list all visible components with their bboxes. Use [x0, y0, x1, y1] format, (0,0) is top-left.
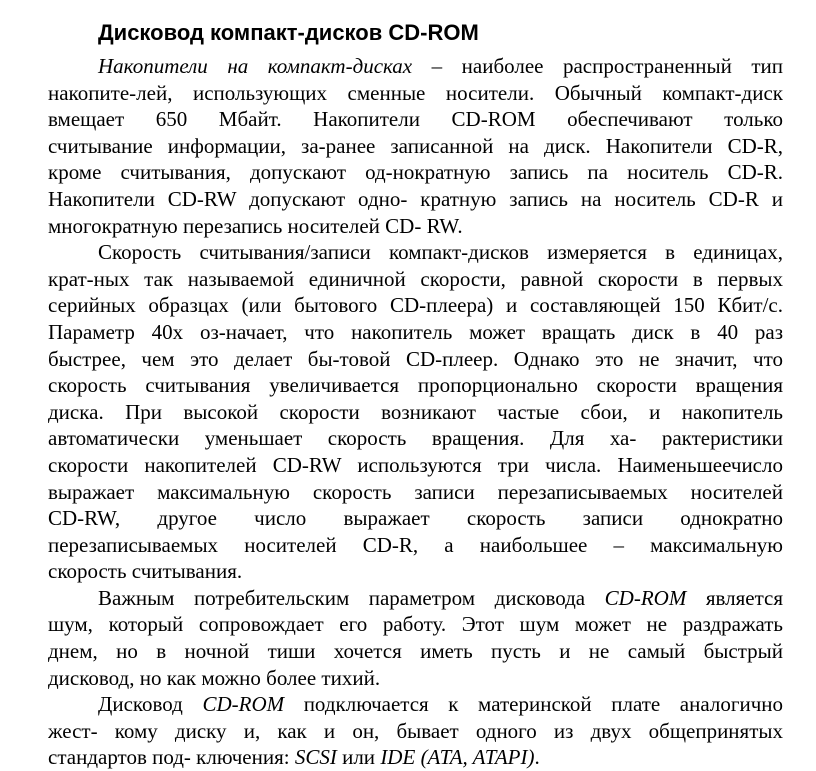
- text-line: [48, 718, 783, 745]
- text-line: [48, 319, 783, 346]
- text-segment: считывание информации, за-ранее записанной на диск. Накопители CD-R,: [48, 133, 783, 158]
- text-segment: вмещает 650 Мбайт. Накопители CD-ROM обеспечивают только: [48, 107, 783, 132]
- text-segment: скорость считывания.: [48, 559, 243, 584]
- text-segment: Накопители CD-RW допускают одно- кратную запись на носитель CD-R и: [48, 186, 783, 211]
- document-title: Дисковод компакт-дисков CD-ROM: [98, 20, 479, 45]
- text-line: [48, 479, 783, 506]
- text-segment: крат-ных так называемой единичной скорости, равной скорости в первых: [48, 266, 783, 291]
- text-line: [48, 292, 783, 319]
- text-segment: скорости накопителей CD-RW используются три числа. Наименьшеечисло: [48, 452, 783, 477]
- text-segment: подключается к материнской плате аналогично: [284, 692, 783, 717]
- text-segment: кроме считывания, допускают од-нократную запись па носитель CD-R.: [48, 160, 783, 185]
- paragraph: [48, 239, 783, 585]
- text-line: [48, 133, 783, 160]
- text-line: [48, 532, 783, 559]
- italic-text-segment: (ATA, ATAPI): [420, 745, 535, 770]
- text-segment: шум, который сопровождает его работу. Этот шум может не раздражать: [48, 612, 783, 637]
- italic-text-segment: CD-ROM: [202, 692, 285, 717]
- text-line: [48, 186, 783, 213]
- text-line: [48, 611, 783, 638]
- text-line: [48, 372, 783, 399]
- text-segment: днем, но в ночной тиши хочется иметь пусть и не самый быстрый: [48, 639, 783, 664]
- text-segment: – наиболее распространенный тип: [412, 54, 783, 78]
- text-segment: CD-RW, другое число выражает скорость записи однократно: [48, 506, 783, 531]
- text-segment: накопите-лей, использующих сменные носители. Обычный компакт-диск: [48, 80, 783, 105]
- text-segment: выражает максимальную скорость записи перезаписываемых носителей: [48, 479, 783, 504]
- text-line: [48, 691, 783, 718]
- text-line: [48, 266, 783, 293]
- text-line: [48, 665, 783, 692]
- text-line: [48, 239, 783, 266]
- text-segment: жест- кому диску и, как и он, бывает одного из двух общепринятых: [48, 718, 783, 743]
- text-line: [48, 53, 783, 80]
- paragraph: [48, 585, 783, 691]
- text-line: [48, 558, 783, 585]
- text-line: [48, 399, 783, 426]
- text-segment: стандартов под- ключения:: [48, 745, 295, 770]
- text-line: [48, 744, 783, 771]
- text-line: [48, 505, 783, 532]
- text-segment: является: [686, 585, 783, 610]
- text-line: [48, 159, 783, 186]
- text-line: [48, 638, 783, 665]
- text-segment: скорость считывания увеличивается пропорционально скорости вращения: [48, 373, 783, 398]
- text-segment: или: [336, 745, 381, 770]
- text-segment: .: [534, 745, 540, 770]
- italic-text-segment: CD-ROM: [604, 585, 687, 610]
- text-segment: многократную перезапись носителей CD- RW.: [48, 213, 463, 238]
- text-line: [48, 80, 783, 107]
- italic-text-segment: IDE: [380, 745, 416, 770]
- text-line: [48, 585, 783, 612]
- text-segment: Дисковод: [98, 692, 203, 717]
- text-segment: Скорость считывания/записи компакт-дисков измеряется в единицах,: [98, 240, 783, 265]
- text-line: [48, 213, 783, 240]
- text-segment: Параметр 40x оз-начает, что накопитель может вращать диск в 40 раз: [48, 319, 783, 344]
- italic-text-segment: Накопители на компакт-дисках: [98, 54, 413, 78]
- text-line: [48, 106, 783, 133]
- text-segment: дисковод, но как можно более тихий.: [48, 665, 381, 690]
- text-line: [48, 425, 783, 452]
- italic-text-segment: SCSI: [294, 745, 337, 770]
- text-line: [48, 346, 783, 373]
- text-line: [48, 452, 783, 479]
- text-segment: диска. При высокой скорости возникают частые сбои, и накопитель: [48, 399, 783, 424]
- document-body: [0, 53, 816, 771]
- paragraph: [48, 691, 783, 771]
- text-segment: серийных образцах (или бытового CD-плеера) и составляющей 150 Кбит/с.: [48, 293, 783, 318]
- text-segment: быстрее, чем это делает бы-товой CD-плеер. Однако это не значит, что: [48, 346, 783, 371]
- text-segment: Важным потребительским параметром дисковода: [98, 585, 605, 610]
- paragraph: [48, 53, 783, 239]
- text-segment: автоматически уменьшает скорость вращения. Для ха- рактеристики: [48, 426, 783, 451]
- text-segment: перезаписываемых носителей CD-R, а наибольшее – максимальную: [48, 532, 783, 557]
